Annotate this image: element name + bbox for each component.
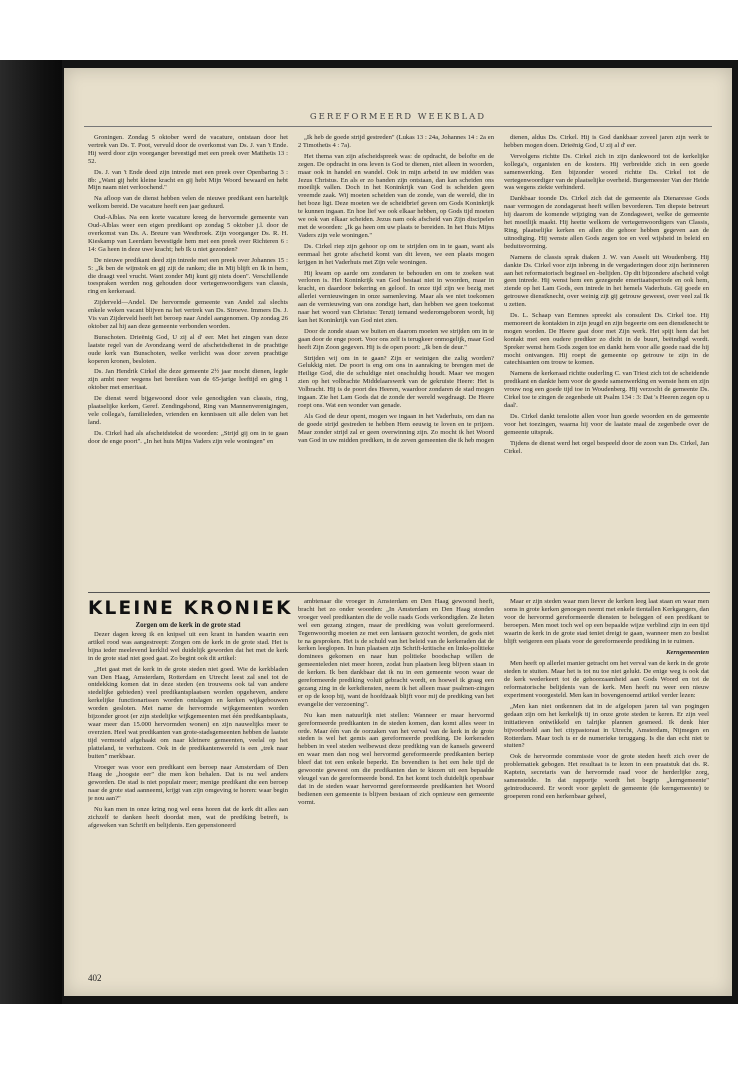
paragraph: Hij kwam op aarde om zondaren te behouden en om te zoeken wat verloren is. Het Koninkrijk van God bestaat niet in woorden, maar in kracht, en daardoor bekering en geloof. In onze tijd zijn we bezig met allerlei vernieuwingen in onze samenleving. Maar als we niet toekomen aan de vernieuwing van ons zondige hart, dan hebben we geen toekomst naar het woord van Christus: Tenzij iemand wederomgeboren wordt, hij kan het Koninkrijk van God niet zien. xyxy=(298,269,494,324)
column-1 xyxy=(88,134,288,588)
paragraph: Als God de deur opent, mogen we ingaan in het Vaderhuis, om dan na de goede strijd gestreden te hebben Hem eeuwig te loven en te prijzen. Maar zonder strijd zal er geen overwinning zijn. Zo mocht ik het Woord van God in uw midden prediken, in de zeven gemeenten die ik heb mogen xyxy=(298,412,494,444)
paragraph: De nieuwe predikant deed zijn intrede met een preek over Johannes 15 : 5: „Ik ben de wijnstok en gij zijt de ranken; die in Mij blijft en Ik in hem, die draagt veel vrucht. Want zonder Mij kunt gij niets doen". Verschillende toespraken werden nog gehouden door vertegenwoordigers van classis, ring en kerkeraad. xyxy=(88,256,288,296)
header-rule xyxy=(84,126,712,127)
paragraph: De dienst werd bijgewoond door vele genodigden van classis, ring, plaatselijke kerken, Geref. Zendingsbond, Ring van Mannenverenigingen, vele collega's, familieleden, vrienden en kennissen uit alle delen van het land. xyxy=(88,395,288,426)
article-subtitle: Zorgen om de kerk in de grote stad xyxy=(135,621,241,629)
column-6-part-1 xyxy=(504,598,709,645)
paragraph: Dankbaar toonde Ds. Cirkel zich dat de gemeente als Dienaresse Gods naar vermogen de zondagsrust heeft willen bevorderen. Ten diepste betreurt hij daarom de komende wijziging van de Zondagswet, welke de gemeente het moeilijk maakt. Hij heette welkom de vertegenwoordigers van Classis, Ring, plaatselijke kerken en allen die gehoor hebben gegeven aan de uitnodiging. Hij wenste allen Gods zegen toe en veel wijsheid in beleid en beduitsvorming. xyxy=(504,195,709,250)
paragraph: Na afloop van de dienst hebben velen de nieuwe predikant een hartelijk welkom bereid. De vacature heeft een jaar geduurd. xyxy=(88,195,288,211)
subhead-kerngemeenten: Kerngemeenten xyxy=(666,649,709,657)
paragraph: Men heeft op allerlei manier getracht om het verval van de kerk in de grote steden te stuiten. Maar het is tot nu toe niet gelukt. De enige weg is ook dat de kerk wederkeert tot de gehoorzaamheid aan Gods Woord en tot de reformatorische belijdenis van de kerk. Men heeft nu weer een nieuw experiment voorgesteld. Men kan in bovengenoemd artikel verder lezen: xyxy=(504,660,709,699)
column-2 xyxy=(298,134,494,588)
paragraph: Ds. Cirkel dankt tenslotte allen voor hun goede woorden en de gemeente voor het toezingen, waarna hij voor de laatste maal de zegenbede over de gemeente uitsprak. xyxy=(504,412,709,436)
paragraph: Strijden wij om in te gaan? Zijn er weinigen die zalig worden? Gelukkig niet. De poort is eng om ons in aanraking te brengen met de Heilige God, die de schuldige niet onschuldig houdt. Maar we mogen zien op het volbrachte Middelaarswerk van de gekruiste Heere: Het is Volbracht. Hij is de poort des Heeren, waardoor zondaren de stad mogen ingaan. Zie het Lam Gods dat de zonde der wereld wegdraagt. De Heere roept ons. Wat een wonder van genade. xyxy=(298,354,494,409)
paragraph: Bunschoten. Drieënig God, U zij al d' eer. Met het zingen van deze laatste regel van de Avondzang werd de afscheidsdienst in de prachtige oude kerk van Bunschoten, welke verlicht was door zeven prachtige koperen kronen, besloten. xyxy=(88,333,288,365)
paragraph: Door de zonde staan we buiten en daarom moeten we strijden om in te gaan door de enge poort. Voor ons zelf is terugkeer onmogelijk, maar God heeft Zijn Zoon gegeven. Hij is de open poort: „Ik ben de deur." xyxy=(298,327,494,351)
paragraph: Dezer dagen kreeg ik en knipsel uit een krant in handen waarin een artikel rood was aangestreept: Zorgen om de kerk in de grote stad. Het is bijna ieder meelevend kerklid wel duidelijk geworden dat het met de kerk in de grote stad niet goed gaat. Zo begint ook dit artikel: xyxy=(88,631,288,662)
paragraph: Ds. Cirkel had als afscheidstekst de woorden: „Strijd gij om in te gaan door de enge poort". „In het huis Mijns Vaders zijn vele woningen" en xyxy=(88,429,288,445)
paragraph: Ook de hervormde commissie voor de grote steden heeft zich over de problematiek gebogen. Het resultaat is te lezen in een praatstuk dat ds. R. Kaptein, secretaris van de hervormde raad voor de herderlijke zorg, samenstelde. In dat rapportje wordt het begrip „kerngemeente" geïntroduceerd. Er wordt voor gepleit de gemeente (de kerngemeente) te groeperen rond een herkenbaar geheel, xyxy=(504,753,709,800)
paragraph: Ds. Jan Hendrik Cirkel die deze gemeente 2½ jaar mocht dienen, legde zijn ambt neer wegens het bereiken van de 65-jarige leeftijd en ging 1 oktober met emeritaat. xyxy=(88,368,288,392)
paragraph: „Het gaat met de kerk in de grote steden niet goed. Wie de kerkbladen van Den Haag, Amsterdam, Rotterdam en Utrecht leest zal snel tot de ontdekking komen dat in deze steden (en trouwens ook tal van andere stedelijke gebieden) veel predikantsplaatsen worden opgeheven, andere kerkelijke functionarissen worden ontslagen en kerken wijkgebouwen worden gesloten. Met name de hervormde wijkgemeenten worden bijzonder groot (er zijn stedelijke wijkgemeenten met één predikantsplaats, waar meer dan 15.000 hervormden wonen) en zijn nauwelijks meer te overzien. Heel wat predikanten van grote-stadsgemeenten hebben de laatste tijd vermoeid afgehaakt om naar kleinere gemeenten, veelal op het platteland, te verhuizen. Ook in de predikantenwereld is een „trek naar buiten" merkbaar. xyxy=(88,665,288,760)
column-5 xyxy=(298,598,494,961)
paragraph: dienen, aldus Ds. Cirkel. Hij is God dankbaar zoveel jaren zijn werk te hebben mogen doen. Drieënig God, U zij al d' eer. xyxy=(504,134,709,149)
paragraph: Zijderveld—Andel. De hervormde gemeente van Andel zal slechts enkele weken vacant blijven na het vertrek van Ds. Stroeve. Immers Ds. J. Vis van Zijderveld heeft het beroep naar Andel aangenomen. Op zondag 26 oktober zal hij aan deze gemeente verbonden worden. xyxy=(88,299,288,330)
paragraph: Ds. Cirkel riep zijn gehoor op om te strijden om in te gaan, want als eenmaal het grote afscheid komt van dit leven, we een plaats mogen krijgen in het Vaderhuis met Zijn vele woningen. xyxy=(298,242,494,266)
paragraph: Namens de classis sprak diaken J. W. van Asselt uit Woudenberg. Hij dankte Ds. Cirkel voor zijn inbreng in de vergaderingen door zijn herinneren aan het reformatorisch beginsel en -belijden. Op dit bijzondere afscheid volgt geen intrede. Hij wenst hem een gezegende emeritaatsperiode en ook hem, ziende op het Lam Gods, een intrede in het hemels Vaderhuis. Gij goede en getrouwe dienstknecht, over weinig zijt gij getrouw geweest, over veel zal Ik u zetten. xyxy=(504,253,709,309)
paragraph: Ds. J. van 't Ende deed zijn intrede met een preek over Openbaring 3 : 8b: „Want gij hebt kleine kracht en gij hebt Mijn Woord bewaard en hebt Mijn naam niet verloochend." xyxy=(88,168,288,192)
paragraph: Het thema van zijn afscheidspreek was: de opdracht, de belofte en de zegen. De opdracht in ons leven is God te dienen, niet alleen in woorden, maar ook in handel en wandel. Ook in mijn arbeid in uw midden was Jezus Christus. En als er zo banden zijn ontstaan, dan kan scheiden ons moeilijk vallen. Doch in het Koninkrijk van God is scheiden geen vreemde zaak. Wij moeten scheiden van de zonde, van de wereld, die in het boze ligt. Deze moeten we de scheidbrief geven om Gods Koninkrijk te kunnen ingaan. En hoe lief we ook elkaar hebben, op Gods tijd moeten we ook van elkaar scheiden. Jezus nam ook afscheid van Zijn discipelen met de woorden: „Ik ga heen om uw plaats te bereiden. In het Huis Mijns Vaders zijn vele woningen." xyxy=(298,152,494,239)
paragraph: Tijdens de dienst werd het orgel bespeeld door de zoon van Ds. Cirkel, Jan Cirkel. xyxy=(504,439,709,455)
paragraph: Nu kan men in onze kring nog wel eens horen dat de kerk dit alles aan zichzelf te danken heeft doordat men, wat de prediking betreft, is afgeweken van Schrift en belijdenis. Een gepensioneerd xyxy=(88,806,288,829)
paragraph: Vroeger was voor een predikant een beroep naar Amsterdam of Den Haag de „hoogste eer" die men kon behalen. Dat is nu wel anders geworden. De stad is niet populair meer; menige predikant die een beroep naar de grote stad aanneemt, krijgt van zijn omgeving te horen: waar begin je nou aan?" xyxy=(88,763,288,803)
paragraph: Nu kan men natuurlijk niet stellen: Wanneer er maar hervormd gereformeerde predikanten in de steden komen, dan komt alles weer in orde. Maar één van de oorzaken van het verval van de kerk in de grote steden is wel het gemis aan gereformeerde prediking. De kerkeraden hebben in veel steden welbewust deze prediking van de kansels geweerd en waar men dan nog wel hervormd gereformeerde predikanten beriep bleef dat tot een enkele beperkt. En bovendien is het een hele tijd de gewoonte geweest om die predikanten dan te kiezen uit een bepaalde vleugel van de gereformeerde bond. En het komt toch duidelijk openbaar dat in de steden waar hervormd gereformeerde predikanten het Woord bedienen een gemeente is blijven bestaan of zich opnieuw een gemeente vormt. xyxy=(298,711,494,806)
binding-shadow xyxy=(0,60,62,1004)
paragraph: Oud-Alblas. Na een korte vacature kreeg de hervormde gemeente van Oud-Alblas weer een eigen predikant op zondag 5 oktober j.l. door de overkomst van Ds. A. Breure van Westbroek. Zijn voorganger Ds. R. H. Kieskamp van Leerdam bevestigde hem met een preek over Richteren 6 : 14: Ga heen in deze uwe kracht; heb Ik u niet gezonden? xyxy=(88,214,288,253)
column-3 xyxy=(504,134,709,588)
paragraph: Ds. L. Schaap van Eemnes spreekt als consulent Ds. Cirkel toe. Hij memoreert de kontakten in zijn jeugd en zijn begeerte om een dienstknecht te mogen worden. De Heere gaat door met Zijn werk. Het spijt hem dat het kontakt met een oudere prediker zo dicht in de buurt, beëindigd wordt. Spreker wenst hem Gods zegen toe en dankt hem voor alle goede raad die hij mocht ontvangen. Hij roept de gemeente op getrouw te zijn in de catechisanten om trouw te komen. xyxy=(504,312,709,367)
paragraph: Maar er zijn steden waar men liever de kerken leeg laat staan en waar men soms in grote kerken genoegen neemt met enkele tientallen Kerkgangers, dan voor de hervormd gereformeerde diensten te beleggen of een predikant te beroepen. Men moet toch wel op een bepaalde wijze verblind zijn in een tijd waarin de kerk in de grote stad teniet dreigt te gaan, wanneer men zo beslist blijft weigeren een plaats voor de gereformeerde prediking in te ruimen. xyxy=(504,598,709,645)
paragraph: „Ik heb de goede strijd gestreden" (Lukas 13 : 24a, Johannes 14 : 2a en 2 Timotheüs 4 : 7a). xyxy=(298,134,494,149)
paragraph: ambtenaar die vroeger in Amsterdam en Den Haag gewoond heeft, bracht het zo onder woorden: „In Amsterdam en Den Haag stonden vroeger veel predikanten die de volle raads Gods verkondigden. Ze lieten wel een gezang zingen, maar de prediking was voluit gereformeerd. Tegenwoordig moeten ze met een lantaarn gezocht worden, de gods niet te na gesproken. Het is de schuld van het beleid van de kerkeraden dat de kerken leeglopen. In hun plaatsen zijn Schrift-kritische en links-politieke dominees gekomen en naar hun politieke boodschap willen de gemeenteleden niet meer horen, zodat hun plaatsen leeg blijven staan in de kerken. Ik ben dankbaar dat ik nu in een gemeente woon waar de gereformeerde prediking voluit gebracht wordt, en hoewel ik graag een gezang zing in de kerkdiensten, neem ik het alleen maar psalmen-zingen er op de koop bij, want de hoofdzaak blijft voor mij de prediking van het evangelie der verzoening". xyxy=(298,598,494,708)
paragraph: Namens de kerkeraad richtte ouderling C. van Triest zich tot de scheidende predikant en dankte hem voor de goede samenwerking en wenste hem en zijn vrouw nog een goede tijd toe in Woudenberg. Hij verzocht de gemeente Ds. Cirkel toe te zingen de zegenbede uit Psalm 134 : 3: Dat 's Heeren zegen op u daal'. xyxy=(504,370,709,409)
column-6-part-2 xyxy=(504,660,709,800)
column-4 xyxy=(88,631,288,961)
column-6 xyxy=(504,598,709,961)
magazine-page xyxy=(64,68,732,996)
paragraph: Vervolgens richtte Ds. Cirkel zich in zijn dankwoord tot de kerkelijke kollega's, organisten en de kosters. Hij verbreidde zich in een goede samenwerking. Een bijzonder woord richtte Ds. Cirkel tot de vertegenwoordiger van de plaatselijke overheid. Burgemeester Van der Heide was wegens ziekte verhinderd. xyxy=(504,152,709,192)
paragraph: Groningen. Zondag 5 oktober werd de vacature, ontstaan door het vertrek van Ds. T. Poot, vervuld door de overkomst van Ds. J. van 't Ende. Hij werd door zijn voorganger bevestigd met een preek over Mattheüs 13 : 52. xyxy=(88,134,288,165)
paragraph: „Men kan niet ontkennen dat in de afgelopen jaren tal van pogingen gedaan zijn om het kerkelijk tij in onze grote steden te keren. Er zijn veel initiatieven ontwikkeld en talrijke plannen gesmeed. Ik denk hier bijvoorbeeld aan het citypastoraat in Utrecht, Amsterdam, Nijmegen en Rotterdam. Maar toch is er de numerieke teruggang. Is die dan echt niet te stuiten? xyxy=(504,702,709,750)
section-rule xyxy=(88,592,710,593)
running-head: GEREFORMEERD WEEKBLAD xyxy=(309,112,487,122)
scan-frame xyxy=(0,60,738,1004)
section-title: KLEINE KRONIEK xyxy=(88,598,293,619)
page-number: 402 xyxy=(88,973,102,983)
